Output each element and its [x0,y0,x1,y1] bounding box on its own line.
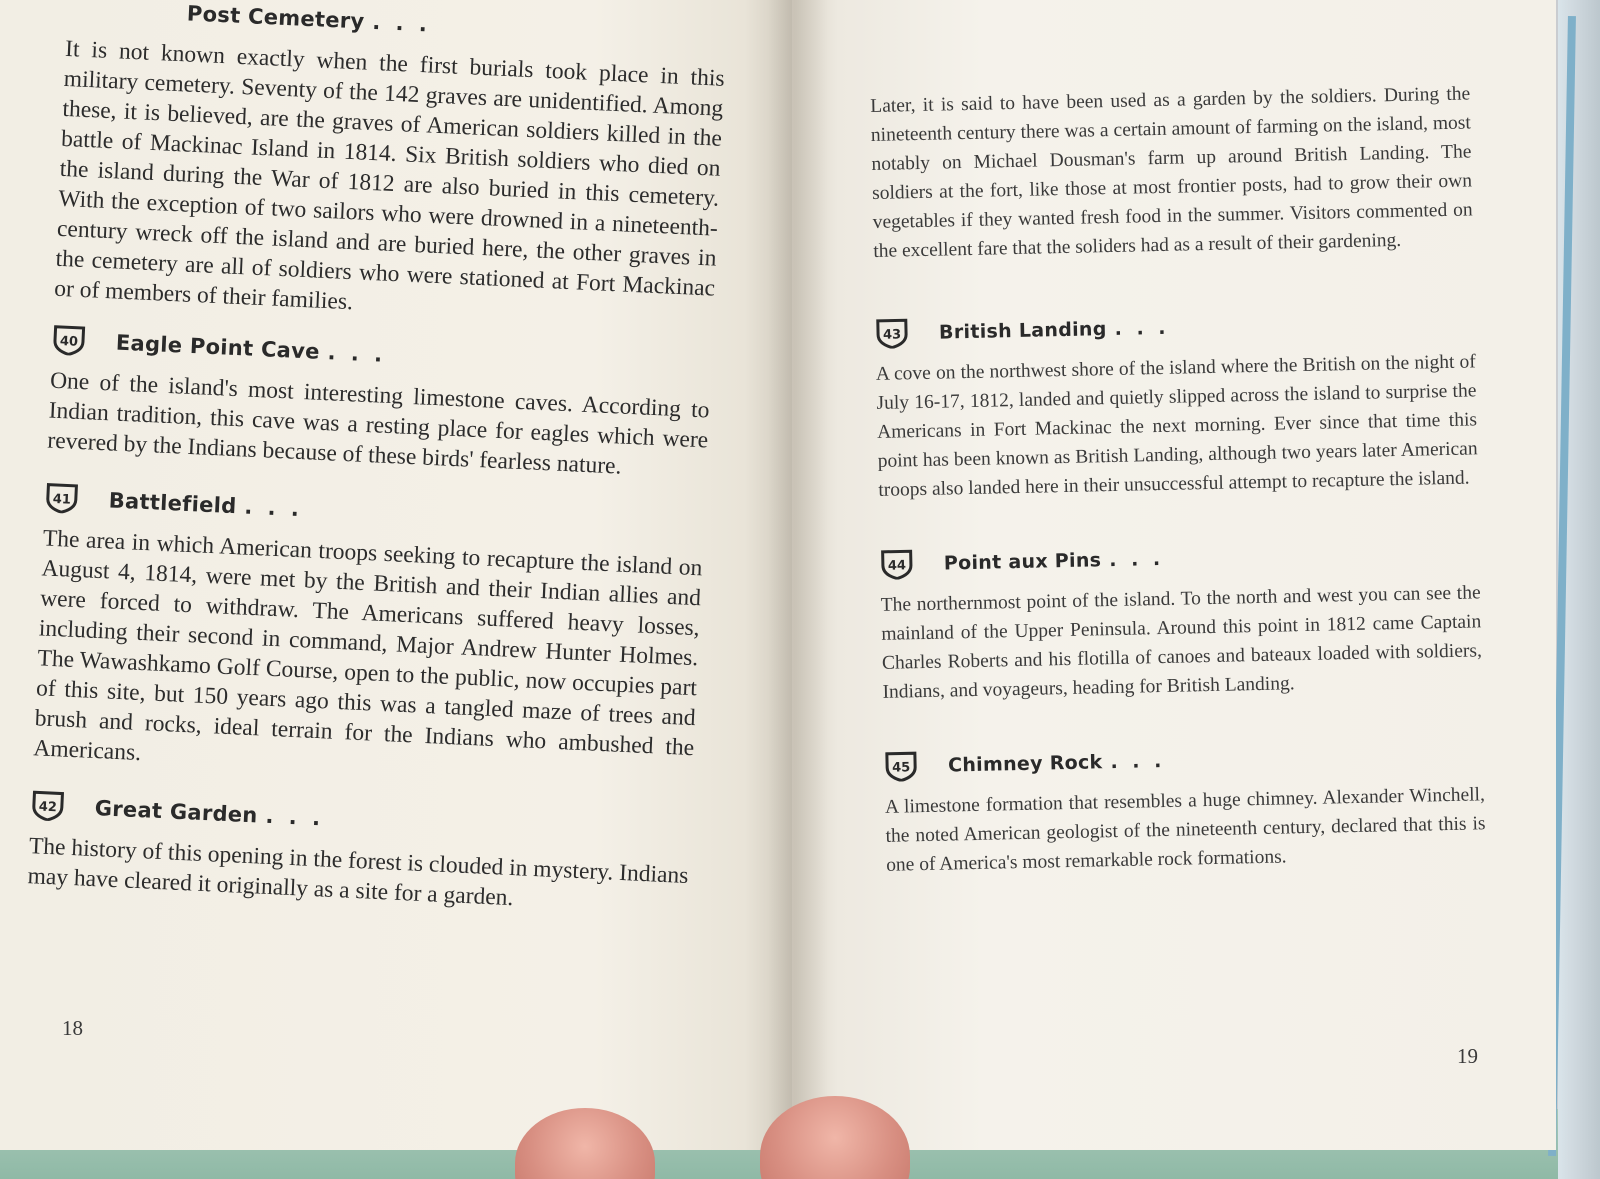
entry-text: It is not known exactly when the first burials took place in this military cemetery. Seventy of the 142 graves are unidentified. Among these, it is believed, are the graves of American soldiers killed in the battle of Mackinac Island in 1814. Six British soldiers who died on the island during the War of 1812 are also buried in this cemetery. With the exception of two sailors who were drowned in a nineteenth-century wreck off the island and are buried here, the other graves in the cemetery are all of soldiers who were stationed at Fort Mackinac or of members of their families. [53,35,726,316]
left-page [0,0,792,1150]
entry-dots: . . . [1114,316,1170,340]
right-page [792,0,1556,1150]
marker-number: 44 [887,558,907,574]
left-page-column [27,0,727,921]
entry-text: The area in which American troops seeking to recapture the island on August 4, 1814, were met by the British and their Indian allies and were forced to withdraw. The Americans suffered heavy losses, including their second in command, Major Andrew Hunter Holmes. The Wawashkamo Golf Course, open to the public, now occupies part of this site, but 150 years ago this was a tangled maze of trees and brush and rocks, ideal terrain for the Indians who ambushed the Americans. [32,525,703,767]
entry-dots: . . . [327,340,387,367]
entry-point-aux-pins [879,532,1482,707]
entry-title: British Landing [938,318,1107,344]
entry-title: Post Cemetery [186,1,366,34]
entry-dots: . . . [265,803,325,831]
entry-dots: . . . [371,9,432,37]
entry-eagle-point-cave [47,320,712,486]
entry-title: Chimney Rock [947,751,1103,777]
entry-heading [879,532,1480,585]
entry-text: The history of this opening in the forest is clouded in mystery. Indians may have cleared it originally as a site for a garden. [27,833,689,912]
marker-number: 43 [882,327,902,343]
route-marker-icon [884,751,919,782]
entry-title: Point aux Pins [943,549,1102,575]
entry-chimney-rock [884,734,1487,880]
entry-title: Great Garden [94,796,259,828]
entry-heading [884,734,1485,787]
entry-battlefield [33,477,705,793]
route-marker-icon [880,549,915,580]
entry-great-garden [27,785,691,921]
entry-text: A cove on the northwest shore of the island where the British on the night of July 16-17, 1812, landed and quietly slipped across the island to surprise the Americans in Fort Mackinac the next morning. Ever since that time this point has been known as British Landing, although two years later American troops also landed here in their unsuccessful attempt to recapture the island. [875,351,1478,501]
entry-text: The northernmost point of the island. To the north and west you can see the mainland of the Upper Peninsula. Around this point in 1812 came Captain Charles Roberts and his flotilla of canoes and bateaux loaded with soldiers, Indians, and voyageurs, heading for British Landing. [880,582,1483,703]
entry-post-cemetery [54,0,728,334]
route-marker-icon [30,790,65,822]
route-marker-icon [44,482,79,514]
route-marker-icon [875,318,910,349]
route-marker-icon [51,325,86,357]
continued-text: Later, it is said to have been used as a garden by the soldiers. During the nineteenth century there was a certain amount of farming on the island, most notably on Michael Dousman's farm up around British Landing. The soldiers at the fort, like those at most frontier posts, had to grow their own vegetables if they wanted fresh food in the summer. Visitors commented on the excellent fare that the soliders had as a result of their gardening. [870,83,1473,262]
marker-number: 40 [59,334,79,350]
marker-number: 41 [52,491,72,508]
entry-dots: . . . [243,494,304,522]
entry-text: One of the island's most interesting limestone caves. According to Indian tradition, this cave was a resting place for eagles which were revered by the Indians because of these birds' fearless nature. [46,367,711,480]
entry-dots: . . . [1109,547,1165,572]
marker-number: 45 [891,760,911,776]
right-page-column [870,79,1486,879]
entry-dots: . . . [1110,749,1166,774]
entry-title: Eagle Point Cave [115,330,321,364]
entry-british-landing [875,301,1479,505]
page-number: 19 [1457,1044,1478,1068]
page-number: 18 [62,1016,83,1040]
entry-title: Battlefield [108,488,238,519]
entry-text: A limestone formation that resembles a huge chimney. Alexander Winchell, the noted American geologist of the nineteenth century, declared that this is one of America's most remarkable rock formations. [884,784,1486,876]
marker-number: 42 [38,799,58,816]
entry-heading [875,301,1476,354]
